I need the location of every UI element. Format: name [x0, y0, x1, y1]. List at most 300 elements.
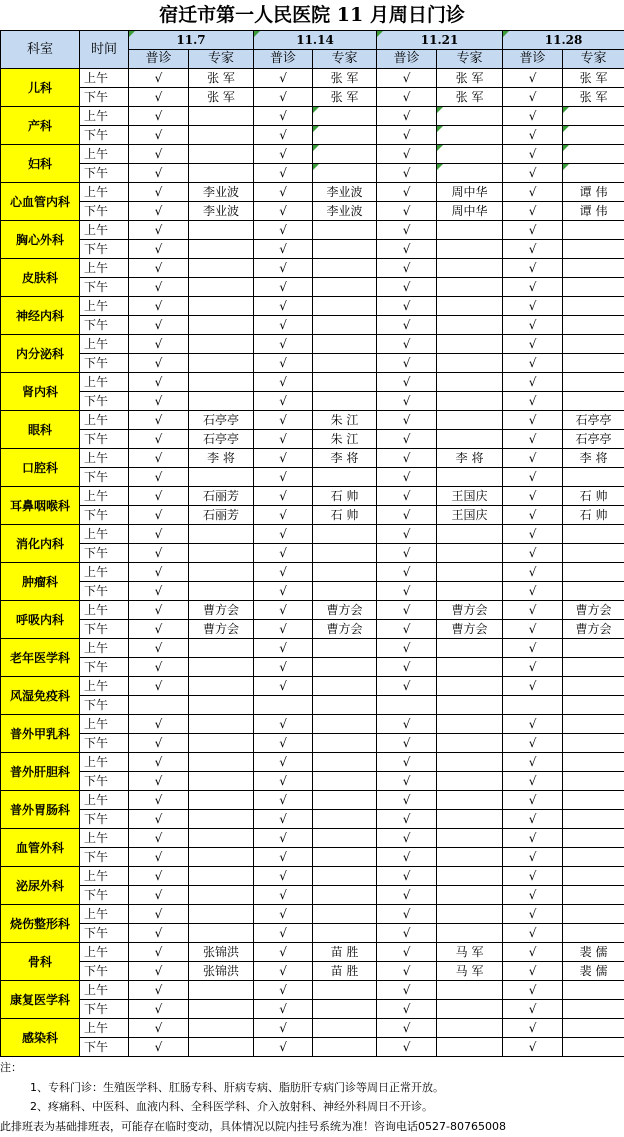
general-mark: √ — [254, 867, 313, 886]
time-slot: 上午 — [80, 373, 129, 392]
dept-name: 产科 — [1, 107, 80, 145]
general-mark: √ — [503, 335, 563, 354]
expert-doctor — [437, 316, 503, 335]
table-row — [1, 506, 624, 525]
general-mark: √ — [377, 563, 437, 582]
notes — [0, 1058, 624, 1136]
expert-doctor: 石 帅 — [313, 487, 377, 506]
table-row — [1, 981, 624, 1000]
header-expert: 专家 — [437, 50, 503, 69]
general-mark — [377, 696, 437, 715]
time-slot: 下午 — [80, 506, 129, 525]
expert-doctor — [437, 430, 503, 449]
table-row — [1, 392, 624, 411]
general-mark: √ — [129, 525, 189, 544]
time-slot: 上午 — [80, 107, 129, 126]
general-mark: √ — [377, 107, 437, 126]
general-mark: √ — [129, 392, 189, 411]
general-mark: √ — [129, 753, 189, 772]
general-mark: √ — [377, 259, 437, 278]
time-slot: 下午 — [80, 202, 129, 221]
expert-doctor — [189, 126, 254, 145]
expert-doctor — [563, 791, 624, 810]
general-mark: √ — [254, 753, 313, 772]
expert-doctor: 苗 胜 — [313, 943, 377, 962]
expert-doctor: 石 帅 — [313, 506, 377, 525]
general-mark: √ — [254, 1038, 313, 1057]
general-mark: √ — [129, 962, 189, 981]
expert-doctor: 石 帅 — [563, 506, 624, 525]
table-row — [1, 107, 624, 126]
expert-doctor — [437, 924, 503, 943]
general-mark: √ — [254, 981, 313, 1000]
expert-doctor — [313, 639, 377, 658]
expert-doctor — [437, 848, 503, 867]
expert-doctor — [189, 259, 254, 278]
expert-doctor — [189, 107, 254, 126]
general-mark: √ — [129, 202, 189, 221]
expert-doctor — [313, 126, 377, 145]
general-mark: √ — [129, 544, 189, 563]
general-mark: √ — [377, 772, 437, 791]
dept-name: 消化内科 — [1, 525, 80, 563]
general-mark: √ — [503, 525, 563, 544]
dept-name: 胸心外科 — [1, 221, 80, 259]
expert-doctor: 裴 儒 — [563, 943, 624, 962]
expert-doctor — [189, 1000, 254, 1019]
expert-doctor — [313, 107, 377, 126]
general-mark: √ — [377, 734, 437, 753]
header-general: 普诊 — [129, 50, 189, 69]
dept-name: 普外胃肠科 — [1, 791, 80, 829]
table-row — [1, 126, 624, 145]
general-mark: √ — [503, 658, 563, 677]
general-mark: √ — [503, 639, 563, 658]
expert-doctor — [189, 791, 254, 810]
table-row — [1, 582, 624, 601]
table-row — [1, 734, 624, 753]
time-slot: 下午 — [80, 392, 129, 411]
expert-doctor — [563, 848, 624, 867]
expert-doctor — [189, 1019, 254, 1038]
expert-doctor: 曹方会 — [437, 620, 503, 639]
expert-doctor — [437, 259, 503, 278]
header-date: 11.7 — [129, 31, 254, 50]
expert-doctor: 李 将 — [313, 449, 377, 468]
general-mark: √ — [503, 734, 563, 753]
general-mark: √ — [377, 430, 437, 449]
general-mark: √ — [503, 240, 563, 259]
general-mark: √ — [503, 259, 563, 278]
time-slot: 下午 — [80, 88, 129, 107]
expert-doctor — [437, 563, 503, 582]
expert-doctor: 李业波 — [189, 183, 254, 202]
general-mark: √ — [503, 487, 563, 506]
expert-doctor — [437, 582, 503, 601]
header-expert: 专家 — [189, 50, 254, 69]
expert-doctor: 曹方会 — [313, 620, 377, 639]
general-mark: √ — [254, 525, 313, 544]
general-mark: √ — [503, 544, 563, 563]
general-mark: √ — [254, 943, 313, 962]
table-row — [1, 620, 624, 639]
expert-doctor — [313, 677, 377, 696]
table-row — [1, 639, 624, 658]
general-mark: √ — [503, 810, 563, 829]
general-mark: √ — [377, 525, 437, 544]
expert-doctor: 李 将 — [437, 449, 503, 468]
time-slot: 上午 — [80, 145, 129, 164]
general-mark: √ — [377, 658, 437, 677]
general-mark: √ — [377, 962, 437, 981]
expert-doctor: 张 军 — [189, 88, 254, 107]
expert-doctor — [563, 525, 624, 544]
general-mark: √ — [129, 316, 189, 335]
time-slot: 上午 — [80, 905, 129, 924]
header-expert: 专家 — [313, 50, 377, 69]
expert-doctor — [563, 810, 624, 829]
expert-doctor — [437, 753, 503, 772]
expert-doctor: 李业波 — [313, 183, 377, 202]
expert-doctor: 曹方会 — [563, 601, 624, 620]
schedule-table — [0, 30, 624, 1057]
expert-doctor — [189, 924, 254, 943]
expert-doctor: 马 军 — [437, 962, 503, 981]
expert-doctor — [563, 829, 624, 848]
expert-doctor — [437, 221, 503, 240]
header-date: 11.28 — [503, 31, 624, 50]
expert-doctor — [563, 240, 624, 259]
time-slot: 上午 — [80, 639, 129, 658]
general-mark: √ — [254, 259, 313, 278]
general-mark: √ — [129, 88, 189, 107]
expert-doctor — [189, 810, 254, 829]
general-mark: √ — [129, 107, 189, 126]
expert-doctor — [437, 1019, 503, 1038]
general-mark: √ — [129, 240, 189, 259]
general-mark: √ — [254, 658, 313, 677]
table-row — [1, 373, 624, 392]
table-row — [1, 677, 624, 696]
general-mark: √ — [129, 487, 189, 506]
expert-doctor — [189, 582, 254, 601]
expert-doctor — [189, 905, 254, 924]
expert-doctor — [563, 316, 624, 335]
general-mark: √ — [503, 791, 563, 810]
general-mark: √ — [503, 392, 563, 411]
general-mark: √ — [377, 981, 437, 1000]
expert-doctor — [313, 772, 377, 791]
expert-doctor — [563, 297, 624, 316]
expert-doctor: 张锦洪 — [189, 943, 254, 962]
expert-doctor — [437, 240, 503, 259]
general-mark: √ — [377, 943, 437, 962]
expert-doctor — [313, 867, 377, 886]
general-mark: √ — [254, 886, 313, 905]
time-slot: 下午 — [80, 772, 129, 791]
time-slot: 上午 — [80, 981, 129, 1000]
expert-doctor — [563, 677, 624, 696]
expert-doctor — [189, 316, 254, 335]
time-slot: 上午 — [80, 829, 129, 848]
general-mark: √ — [254, 126, 313, 145]
expert-doctor — [437, 525, 503, 544]
expert-doctor: 石 帅 — [563, 487, 624, 506]
table-row — [1, 411, 624, 430]
expert-doctor — [437, 981, 503, 1000]
expert-doctor — [189, 639, 254, 658]
expert-doctor — [313, 829, 377, 848]
general-mark: √ — [254, 1000, 313, 1019]
expert-doctor — [313, 259, 377, 278]
general-mark: √ — [129, 658, 189, 677]
expert-doctor — [563, 354, 624, 373]
general-mark: √ — [377, 392, 437, 411]
general-mark: √ — [129, 126, 189, 145]
expert-doctor — [563, 373, 624, 392]
expert-doctor — [563, 696, 624, 715]
general-mark: √ — [503, 1038, 563, 1057]
notes-line: 2、疼痛科、中医科、血液内科、全科医学科、介入放射科、神经外科周日不开诊。 — [30, 1100, 433, 1113]
general-mark: √ — [129, 1019, 189, 1038]
table-row — [1, 905, 624, 924]
expert-doctor — [563, 753, 624, 772]
table-row — [1, 886, 624, 905]
table-row — [1, 259, 624, 278]
general-mark: √ — [254, 715, 313, 734]
general-mark: √ — [503, 373, 563, 392]
dept-name: 呼吸内科 — [1, 601, 80, 639]
expert-doctor — [189, 734, 254, 753]
expert-doctor: 石亭亭 — [563, 430, 624, 449]
general-mark: √ — [377, 924, 437, 943]
table-row — [1, 1000, 624, 1019]
general-mark: √ — [129, 791, 189, 810]
general-mark: √ — [503, 772, 563, 791]
expert-doctor — [563, 544, 624, 563]
general-mark: √ — [503, 411, 563, 430]
table-row — [1, 563, 624, 582]
expert-doctor: 谭 伟 — [563, 202, 624, 221]
dept-name: 烧伤整形科 — [1, 905, 80, 943]
general-mark: √ — [254, 563, 313, 582]
general-mark: √ — [254, 582, 313, 601]
general-mark: √ — [377, 297, 437, 316]
header-expert: 专家 — [563, 50, 624, 69]
expert-doctor: 曹方会 — [189, 620, 254, 639]
table-row — [1, 924, 624, 943]
general-mark: √ — [377, 886, 437, 905]
general-mark: √ — [254, 278, 313, 297]
header-dept: 科室 — [1, 31, 80, 69]
expert-doctor — [563, 734, 624, 753]
header-general: 普诊 — [503, 50, 563, 69]
general-mark: √ — [254, 297, 313, 316]
expert-doctor — [437, 297, 503, 316]
expert-doctor — [437, 1000, 503, 1019]
expert-doctor — [437, 164, 503, 183]
general-mark: √ — [377, 240, 437, 259]
general-mark: √ — [377, 373, 437, 392]
expert-doctor — [189, 544, 254, 563]
table-row — [1, 297, 624, 316]
general-mark: √ — [254, 924, 313, 943]
general-mark: √ — [254, 677, 313, 696]
time-slot: 下午 — [80, 354, 129, 373]
expert-doctor — [313, 696, 377, 715]
table-row — [1, 202, 624, 221]
expert-doctor: 李业波 — [313, 202, 377, 221]
general-mark: √ — [503, 582, 563, 601]
general-mark: √ — [129, 411, 189, 430]
general-mark: √ — [129, 715, 189, 734]
expert-doctor — [313, 658, 377, 677]
expert-doctor — [437, 867, 503, 886]
expert-doctor: 谭 伟 — [563, 183, 624, 202]
expert-doctor — [563, 335, 624, 354]
expert-doctor — [563, 924, 624, 943]
expert-doctor: 周中华 — [437, 183, 503, 202]
table-row — [1, 88, 624, 107]
expert-doctor — [189, 240, 254, 259]
expert-doctor — [563, 126, 624, 145]
general-mark: √ — [503, 677, 563, 696]
time-slot: 下午 — [80, 886, 129, 905]
general-mark: √ — [503, 88, 563, 107]
dept-name: 口腔科 — [1, 449, 80, 487]
expert-doctor — [563, 905, 624, 924]
table-row — [1, 487, 624, 506]
general-mark: √ — [377, 1000, 437, 1019]
general-mark: √ — [129, 164, 189, 183]
general-mark: √ — [503, 829, 563, 848]
expert-doctor: 曹方会 — [437, 601, 503, 620]
expert-doctor — [437, 810, 503, 829]
time-slot: 上午 — [80, 297, 129, 316]
table-row — [1, 164, 624, 183]
table-row — [1, 658, 624, 677]
time-slot: 下午 — [80, 696, 129, 715]
general-mark: √ — [377, 544, 437, 563]
dept-name: 耳鼻咽喉科 — [1, 487, 80, 525]
expert-doctor: 张 军 — [313, 88, 377, 107]
time-slot: 上午 — [80, 601, 129, 620]
table-row — [1, 430, 624, 449]
expert-doctor — [437, 373, 503, 392]
general-mark: √ — [129, 278, 189, 297]
general-mark: √ — [129, 886, 189, 905]
dept-name: 皮肤科 — [1, 259, 80, 297]
general-mark: √ — [377, 506, 437, 525]
expert-doctor — [437, 392, 503, 411]
general-mark: √ — [254, 145, 313, 164]
general-mark: √ — [377, 677, 437, 696]
general-mark: √ — [377, 791, 437, 810]
general-mark: √ — [503, 69, 563, 88]
general-mark: √ — [129, 1000, 189, 1019]
expert-doctor — [313, 791, 377, 810]
expert-doctor — [189, 829, 254, 848]
general-mark: √ — [254, 411, 313, 430]
table-row — [1, 183, 624, 202]
general-mark: √ — [254, 316, 313, 335]
expert-doctor — [189, 981, 254, 1000]
expert-doctor: 石亭亭 — [189, 411, 254, 430]
general-mark: √ — [129, 943, 189, 962]
general-mark: √ — [377, 639, 437, 658]
expert-doctor: 张 军 — [563, 88, 624, 107]
general-mark: √ — [377, 753, 437, 772]
expert-doctor — [313, 582, 377, 601]
general-mark: √ — [503, 962, 563, 981]
expert-doctor: 李 将 — [189, 449, 254, 468]
expert-doctor — [189, 278, 254, 297]
table-row — [1, 145, 624, 164]
time-slot: 上午 — [80, 449, 129, 468]
time-slot: 下午 — [80, 1038, 129, 1057]
expert-doctor — [189, 658, 254, 677]
general-mark — [129, 696, 189, 715]
table-row — [1, 278, 624, 297]
header-general: 普诊 — [377, 50, 437, 69]
expert-doctor: 曹方会 — [189, 601, 254, 620]
general-mark: √ — [129, 145, 189, 164]
table-row — [1, 753, 624, 772]
expert-doctor — [313, 164, 377, 183]
expert-doctor: 裴 儒 — [563, 962, 624, 981]
notes-line: 此排班表为基础排班表，可能存在临时变动，具体情况以院内挂号系统为准！咨询电话0527-80765008 — [0, 1119, 506, 1133]
expert-doctor — [563, 715, 624, 734]
expert-doctor — [313, 335, 377, 354]
expert-doctor — [189, 297, 254, 316]
general-mark: √ — [254, 164, 313, 183]
expert-doctor — [563, 278, 624, 297]
general-mark: √ — [503, 981, 563, 1000]
general-mark: √ — [377, 183, 437, 202]
expert-doctor — [437, 734, 503, 753]
expert-doctor — [437, 354, 503, 373]
expert-doctor: 张 军 — [563, 69, 624, 88]
general-mark: √ — [129, 772, 189, 791]
expert-doctor — [563, 981, 624, 1000]
dept-name: 眼科 — [1, 411, 80, 449]
time-slot: 下午 — [80, 658, 129, 677]
expert-doctor — [563, 1000, 624, 1019]
expert-doctor — [563, 468, 624, 487]
time-slot: 下午 — [80, 240, 129, 259]
time-slot: 下午 — [80, 810, 129, 829]
expert-doctor — [189, 373, 254, 392]
general-mark: √ — [377, 829, 437, 848]
general-mark: √ — [129, 848, 189, 867]
general-mark: √ — [254, 829, 313, 848]
general-mark: √ — [129, 867, 189, 886]
header-date: 11.14 — [254, 31, 377, 50]
expert-doctor: 张 军 — [189, 69, 254, 88]
expert-doctor: 李 将 — [563, 449, 624, 468]
general-mark: √ — [254, 639, 313, 658]
general-mark: √ — [377, 905, 437, 924]
expert-doctor — [437, 905, 503, 924]
expert-doctor — [313, 544, 377, 563]
general-mark: √ — [377, 468, 437, 487]
general-mark: √ — [129, 221, 189, 240]
general-mark: √ — [254, 791, 313, 810]
expert-doctor — [437, 791, 503, 810]
time-slot: 上午 — [80, 259, 129, 278]
general-mark: √ — [129, 430, 189, 449]
expert-doctor — [189, 848, 254, 867]
